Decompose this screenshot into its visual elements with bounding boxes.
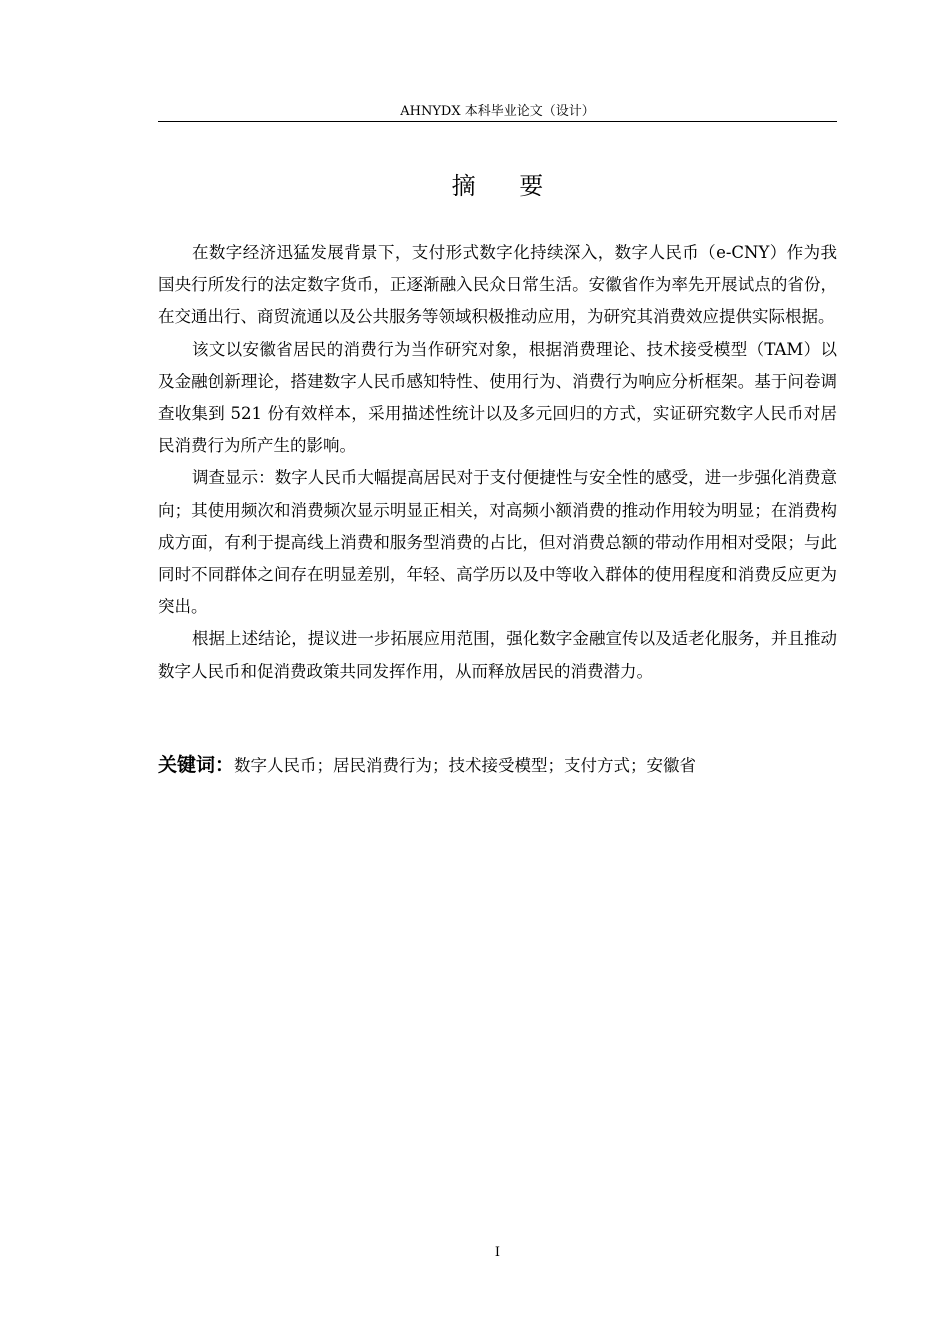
keywords-list: 数字人民币；居民消费行为；技术接受模型；支付方式；安徽省	[234, 756, 697, 775]
abstract-paragraph-1: 在数字经济迅猛发展背景下，支付形式数字化持续深入，数字人民币（e-CNY）作为我国央行所发行的法定数字货币，正逐渐融入民众日常生活。安徽省作为率先开展试点的省份，在交通出行、商贸流通以及公共服务等领域积极推动应用，为研究其消费效应提供实际根据。	[158, 243, 837, 327]
page-number: I	[494, 1245, 501, 1260]
keywords-label: 关键词：	[158, 754, 235, 776]
abstract-title: 摘 要	[451, 172, 562, 200]
abstract-paragraph-3: 调查显示：数字人民币大幅提高居民对于支付便捷性与安全性的感受，进一步强化消费意向；其使用频次和消费频次显示明显正相关，对高频小额消费的推动作用较为明显；在消费构成方面，有利于提高线上消费和服务型消费的占比，但对消费总额的带动作用相对受限；与此同时不同群体之间存在明显差别，年轻、高学历以及中等收入群体的使用程度和消费反应更为突出。	[158, 468, 837, 617]
keywords-line	[158, 750, 837, 781]
header-divider	[158, 121, 837, 122]
abstract-paragraph-4: 根据上述结论，提议进一步拓展应用范围，强化数字金融宣传以及适老化服务，并且推动数字人民币和促消费政策共同发挥作用，从而释放居民的消费潜力。	[158, 629, 837, 681]
abstract-paragraph-2: 该文以安徽省居民的消费行为当作研究对象，根据消费理论、技术接受模型（TAM）以及金融创新理论，搭建数字人民币感知特性、使用行为、消费行为响应分析框架。基于问卷调查收集到 521 份有效样本，采用描述性统计以及多元回归的方式，实证研究数字人民币对居民消费行为所产生的影响。	[158, 339, 837, 456]
abstract-body	[158, 237, 837, 688]
running-header: AHNYDX 本科毕业论文（设计）	[400, 104, 595, 119]
